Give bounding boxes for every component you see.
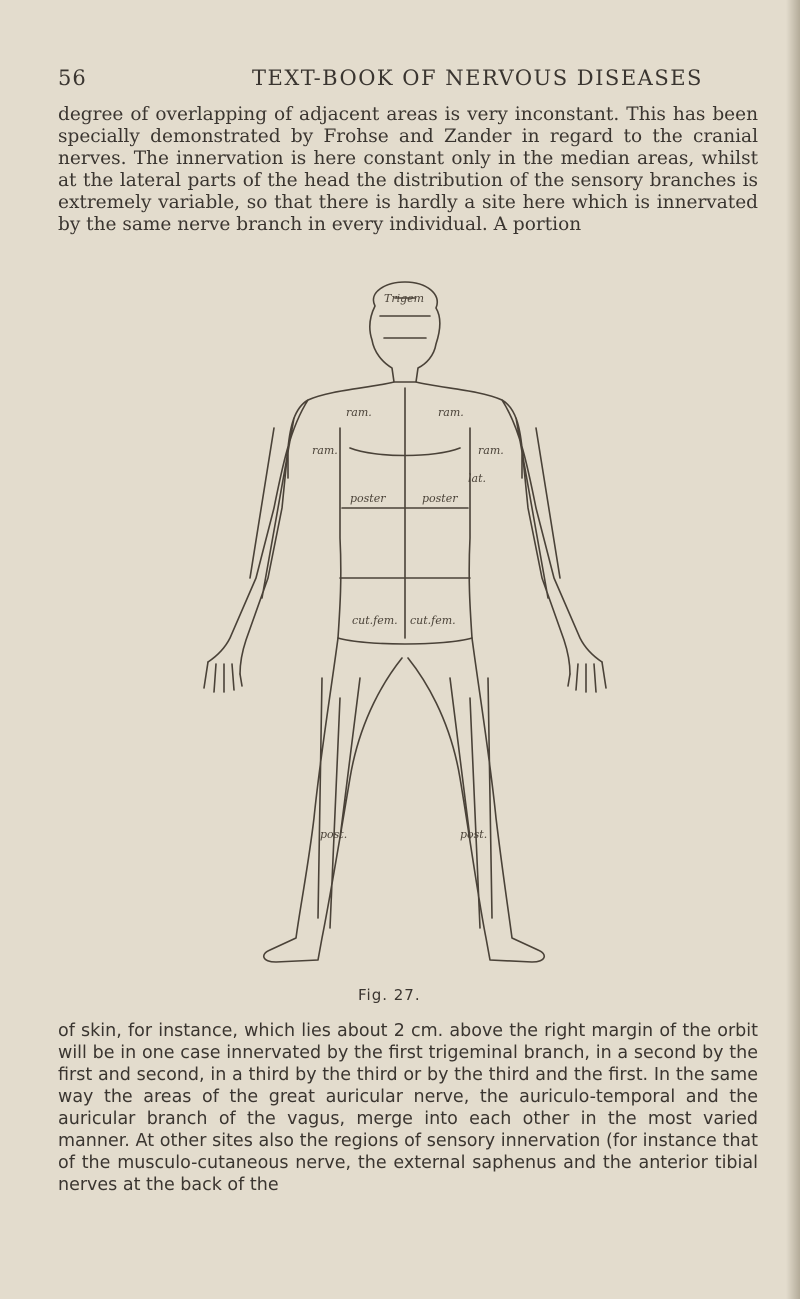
left-leg-outline — [264, 638, 402, 962]
label-ram-right: ram. — [438, 406, 464, 419]
label-poster-left: poster — [350, 492, 386, 505]
figure-27-dermatome-diagram — [190, 278, 620, 998]
label-cut-fem-right: cut.fem. — [410, 614, 456, 627]
right-arm-outline — [502, 400, 602, 674]
figure-caption: Fig. 27. — [358, 986, 421, 1004]
page-header — [48, 66, 760, 92]
label-post-right: post. — [460, 828, 488, 841]
label-post-left: post. — [320, 828, 348, 841]
page-number: 56 — [58, 66, 87, 90]
label-poster-right: poster — [422, 492, 458, 505]
page-edge-shadow — [786, 0, 800, 1299]
body-outline-illustration — [190, 278, 620, 968]
label-ram-left: ram. — [346, 406, 372, 419]
label-ram-chest-right: ram. — [478, 444, 504, 457]
paragraph-bottom: of skin, for instance, which lies about 2 cm. above the right margin of the orbit will be in one case innervated by the first trigeminal branch, in a second by the first and second, in a third by the third or by the third and the first. In the same way the areas of the great auricular nerve, the auriculo-temporal and the auricular branch of the vagus, merge into each other in the most varied manner. At other sites also the regions of sensory innervation (for instance that of the musculo-cutaneous nerve, the external saphenus and the anterior tibial nerves at the back of the — [58, 1021, 758, 1195]
left-arm-outline — [208, 400, 308, 674]
label-lat: lat. — [468, 472, 486, 485]
label-cut-fem-left: cut.fem. — [352, 614, 398, 627]
running-head: TEXT-BOOK OF NERVOUS DISEASES — [252, 66, 703, 90]
right-leg-outline — [408, 638, 544, 962]
label-trigem: Trigem — [384, 292, 425, 305]
label-ram-chest-left: ram. — [312, 444, 338, 457]
paragraph-top: degree of overlapping of adjacent areas is very inconstant. This has been specially demonstrated by Frohse and Zander in regard to the cranial nerves. The innervation is here constant only in the median areas, whilst at the lateral parts of the head the distribution of the sensory branches is extremely variable, so that there is hardly a site here which is innervated by the same nerve branch in every individual. A portion — [58, 104, 758, 235]
